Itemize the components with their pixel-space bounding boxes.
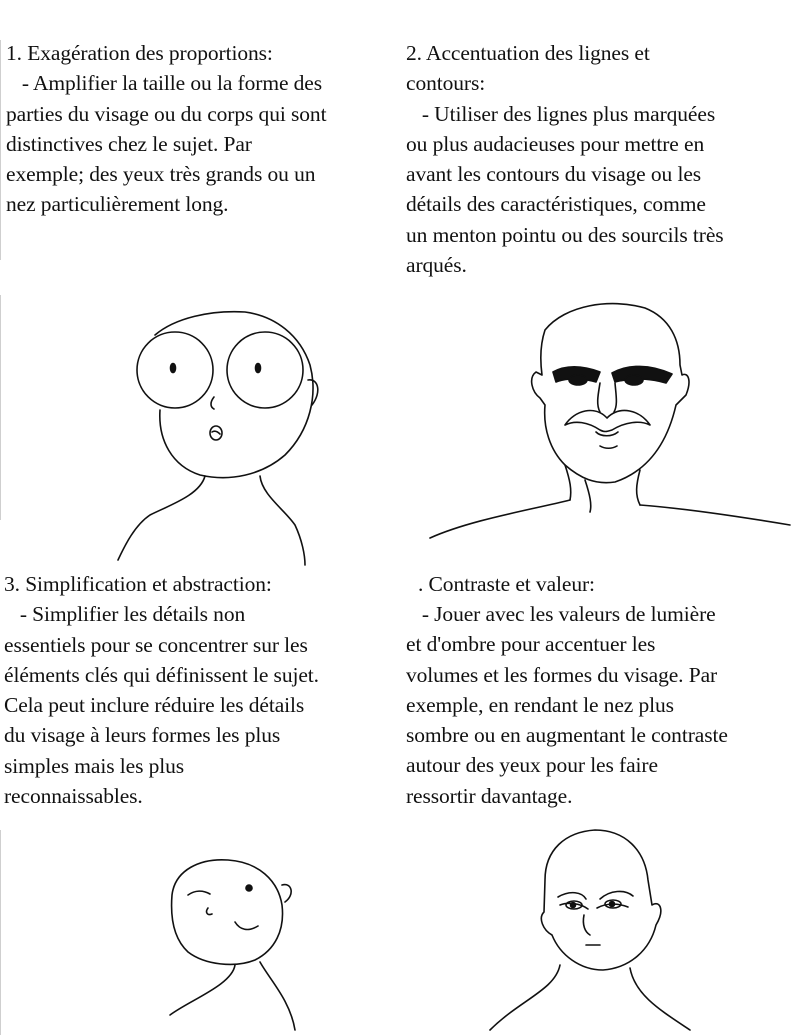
section-4-heading: . Contraste et valeur: xyxy=(418,572,595,596)
section-4-line: ressortir davantage. xyxy=(406,783,573,808)
section-1-line: distinctives chez le sujet. Par xyxy=(6,131,252,156)
section-2-heading: 2. Accentuation des lignes et xyxy=(406,41,650,65)
section-2-line: un menton pointu ou des sourcils très xyxy=(406,222,724,247)
section-2-line: contours: xyxy=(406,71,486,96)
section-3-line: reconnaissables. xyxy=(4,784,143,809)
section-1-line: parties du visage ou du corps qui sont xyxy=(6,101,327,126)
section-4-line: exemple, en rendant le nez plus xyxy=(406,692,674,717)
section-3-line: - Simplifier les détails non xyxy=(4,602,246,627)
section-3-line: simples mais les plus xyxy=(4,753,185,778)
section-1-line: exemple; des yeux très grands ou un xyxy=(6,162,316,187)
section-4-line: - Jouer avec les valeurs de lumière xyxy=(406,602,716,626)
section-2-line: détails des caractéristiques, comme xyxy=(406,192,706,217)
section-2-line: arqués. xyxy=(406,253,467,278)
section-2-line: avant les contours du visage ou les xyxy=(406,162,702,187)
section-1-line: - Amplifier la taille ou la forme des xyxy=(6,71,323,96)
section-2-line: - Utiliser des lignes plus marquées xyxy=(406,101,716,126)
section-4-line: et d'ombre pour accentuer les xyxy=(406,632,656,657)
section-4-line: autour des yeux pour les faire xyxy=(406,753,658,778)
section-3-heading: 3. Simplification et abstraction: xyxy=(4,572,272,596)
section-1-heading: 1. Exagération des proportions: xyxy=(6,41,273,65)
section-2-line: ou plus audacieuses pour mettre en xyxy=(406,131,705,156)
section-4-line: sombre ou en augmentant le contraste xyxy=(406,723,728,748)
section-3-line: essentiels pour se concentrer sur les xyxy=(4,632,308,657)
section-4-line: volumes et les formes du visage. Par xyxy=(406,662,718,687)
section-3-line: du visage à leurs formes les plus xyxy=(4,723,281,748)
section-1-line: nez particulièrement long. xyxy=(6,192,229,217)
section-3-line: éléments clés qui définissent le sujet. xyxy=(4,662,319,687)
section-3-line: Cela peut inclure réduire les détails xyxy=(4,693,305,718)
